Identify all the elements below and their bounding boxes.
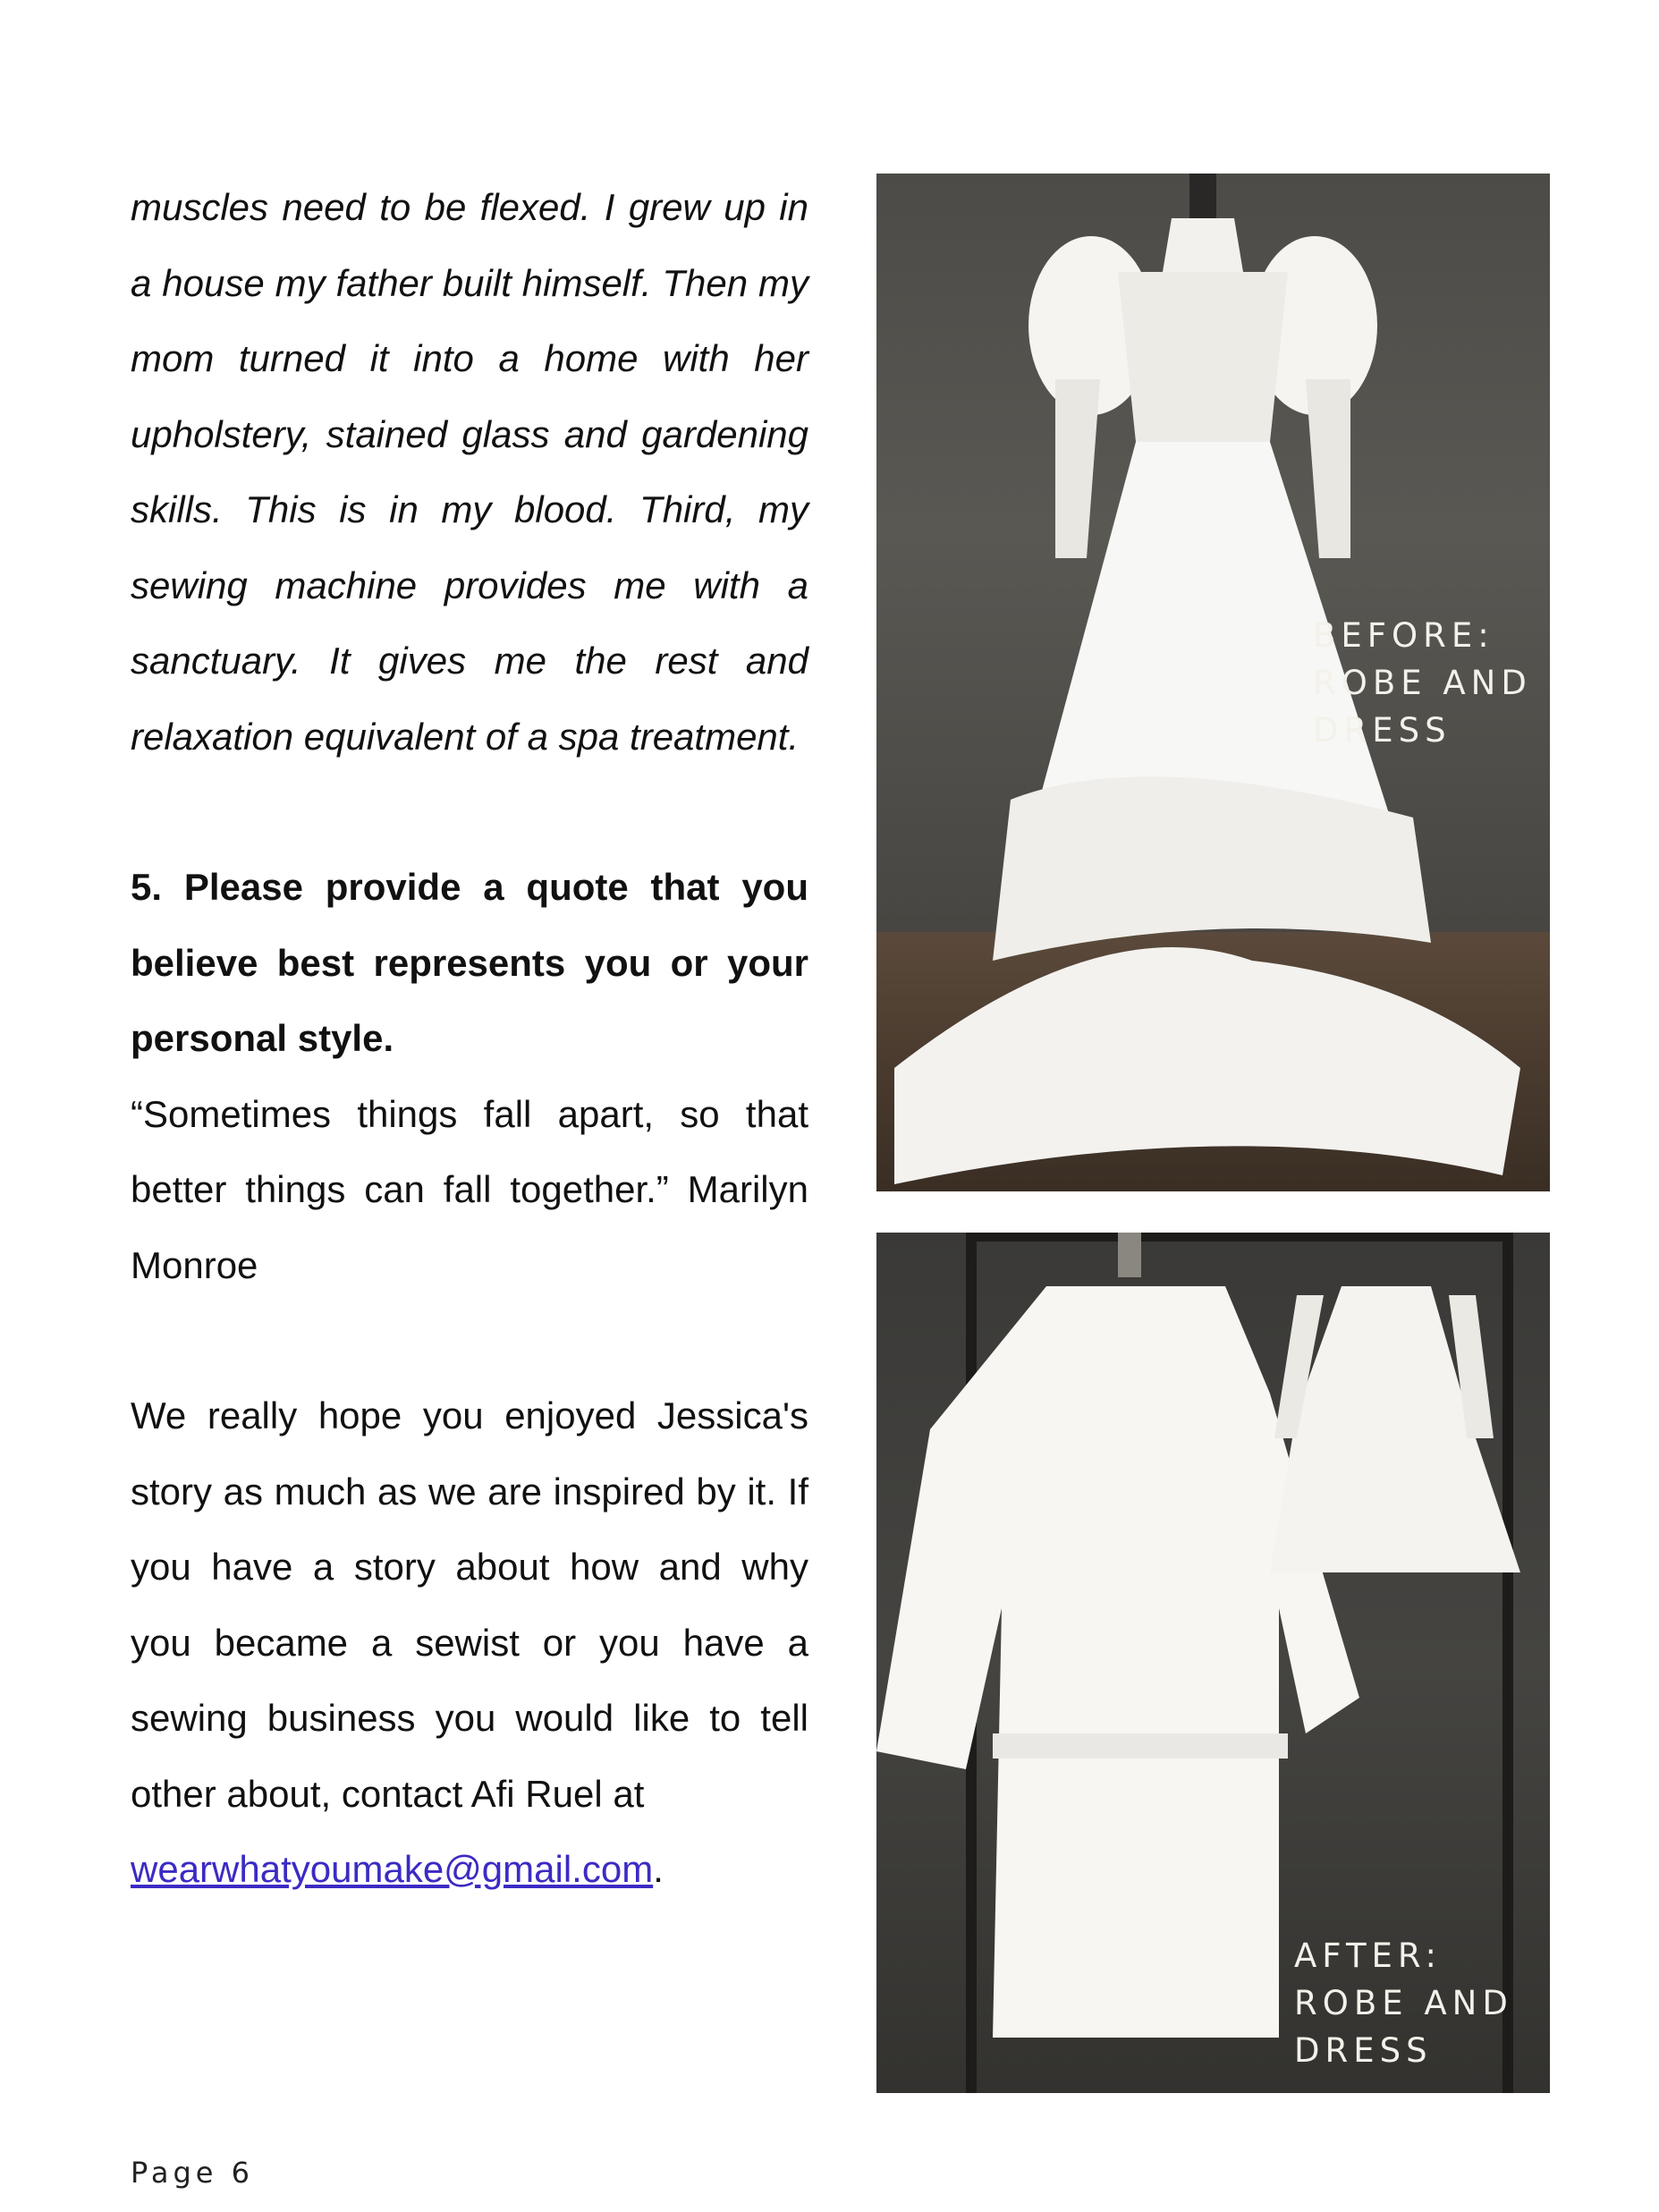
email-trailing-period: .: [653, 1848, 664, 1890]
after-photo: [876, 1233, 1550, 2093]
quote-paragraph: “Sometimes things fall apart, so that better things can fall together.” Marilyn Monroe: [131, 1092, 808, 1286]
answer-continued-paragraph: muscles need to be flexed. I grew up in a house my father built himself. Then my mom turned it into a home with her upholstery, stained glass and gardening skills. This is in my blood. Third, my sewing machine provides me with a sanctuary. It gives me the rest and relaxation equivalent of a spa treatment.: [131, 186, 808, 758]
before-photo-label: BEFORE: ROBE AND DRESS: [1313, 616, 1532, 750]
email-link[interactable]: wearwhatyoumake@gmail.com: [131, 1848, 654, 1890]
question-5-heading: 5. Please provide a quote that you believe best represents you or your personal style.: [131, 866, 808, 1059]
closing-paragraph: [131, 1378, 808, 1908]
closing-text: We really hope you enjoyed Jessica's story as much as we are inspired by it. If you have a story about how and why you became a sewist or you have a sewing business you would like to tell other about, contact Afi Ruel at: [131, 1394, 808, 1815]
page-number: Page 6: [131, 2156, 254, 2190]
before-photo: [876, 174, 1550, 1191]
after-photo-label: AFTER: ROBE AND DRESS: [1294, 1937, 1513, 2070]
article-column: [131, 170, 808, 1908]
